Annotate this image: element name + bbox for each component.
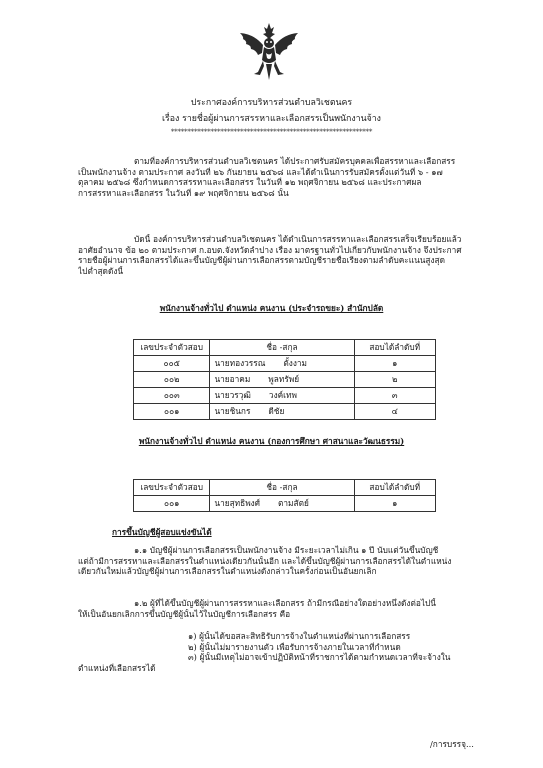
table-row [134,356,436,372]
table-header-row [134,340,436,356]
column-header-rank: สอบได้ลำดับที่ [354,340,436,356]
name-cell [210,372,354,388]
section2-results-table [133,479,436,512]
last-name: ตามสัตย์ [278,498,309,509]
exam-no-cell: ๐๐๓ [134,388,210,404]
cancellation-paragraph [78,598,492,619]
list-item-continuation: ตำแหน่งที่เลือกสรรได้ [78,662,156,673]
intro-line: ตามที่องค์การบริหารส่วนตำบลวิเชตนคร ได้ประกาศรับสมัครบุคคลเพื่อสรรหาและเลือกสรร [134,156,456,166]
table-row [134,372,436,388]
list-item: ๒) ผู้นั้นไม่มารายงานตัว เพื่อรับการจ้างภายในเวลาที่กำหนด [188,641,401,652]
result-line: ไปต่ำสุดดังนี้ [78,265,124,276]
column-header-name: ชื่อ -สกุล [210,480,354,496]
listing-rule-paragraph [78,545,492,577]
name-cell [210,356,354,372]
last-name: วงค์เทพ [268,390,297,401]
table-row [134,404,436,420]
last-name: พูลทรัพย์ [268,374,300,385]
column-header-rank: สอบได้ลำดับที่ [354,480,435,496]
column-header-name: ชื่อ -สกุล [210,340,354,356]
rule-line: ให้เป็นอันยกเลิกการขึ้นบัญชีผู้นั้นไว้ในบัญชีการเลือกสรร คือ [78,608,291,619]
garuda-emblem-icon [236,20,302,86]
result-paragraph [78,234,492,276]
section2-title: พนักงานจ้างทั่วไป ตำแหน่ง คนงาน (กองการศึกษา ศาสนาและวัฒนธรรม) [138,436,405,446]
first-name: นายชินกร [214,406,251,417]
section3-title: การขึ้นบัญชีผู้สอบแข่งขันได้ [112,527,212,537]
first-name: นายทองวรรณ [214,358,266,369]
intro-line: ตุลาคม ๒๕๖๘ ซึ่งกำหนดการสรรหาและเลือกสรร ในวันที่ ๑๒ พฤศจิกายน ๒๕๖๘ และประกาศผล [78,177,422,188]
first-name: นายสุทธิพงศ์ [214,498,260,509]
exam-no-cell: ๐๐๒ [134,372,210,388]
result-line: รายชื่อผู้ผ่านการเลือกสรรได้และขึ้นบัญชีผู้ผ่านการเลือกสรรตามบัญชีรายชื่อเรียงตามลำดับคะแนนสูงสุด [78,255,445,266]
table-row [134,388,436,404]
separator-line: ************************************************************* [170,128,373,136]
last-name: ตั้งงาม [283,358,308,369]
rank-cell: ๑ [354,496,435,512]
cancellation-items [78,631,492,673]
intro-line: การสรรหาและเลือกสรร ในวันที่ ๑๙ พฤศจิกายน ๒๕๖๘ นั้น [78,187,289,198]
first-name: นายวรวุฒิ [214,390,251,401]
rule-line: ๑.๒ ผู้ที่ได้ขึ้นบัญชีผู้ผ่านการสรรหาและเลือกสรร ถ้ามีกรณีอย่างใดอย่างหนึ่งดังต่อไปนี้ [134,598,436,608]
section1-results-table [133,339,436,420]
rule-line: เดียวกันใหม่แล้วบัญชีผู้ผ่านการเลือกสรรในตำแหน่งดังกล่าวในครั้งก่อนเป็นอันยกเลิก [78,566,377,577]
intro-paragraph [78,156,492,198]
table-header-row [134,480,436,496]
first-name: นายอาคม [214,374,251,385]
list-item: ๑) ผู้นั้นได้ขอสละสิทธิรับการจ้างในตำแหน่งที่ผ่านการเลือกสรร [188,631,411,641]
result-line: อาศัยอำนาจ ข้อ ๒๐ ตามประกาศ ก.อบต.จังหวัดลำปาง เรื่อง มาตรฐานทั่วไปเกี่ยวกับพนักงานจ้าง จึงประกาศ [78,244,462,255]
subject-heading: เรื่อง รายชื่อผู้ผ่านการสรรหาและเลือกสรรเป็นพนักงานจ้าง [162,114,381,124]
agency-heading: ประกาศองค์การบริหารส่วนตำบลวิเชตนคร [190,98,353,108]
table-row [134,496,436,512]
rank-cell: ๒ [354,372,436,388]
section1-title: พนักงานจ้างทั่วไป ตำแหน่ง คนงาน (ประจำรถขยะ) สำนักปลัด [159,303,384,313]
result-line: บัดนี้ องค์การบริหารส่วนตำบลวิเชตนคร ได้ดำเนินการสรรหาและเลือกสรรเสร็จเรียบร้อยแล้ว [134,234,462,244]
name-cell [210,388,354,404]
column-header-exam-no: เลขประจำตัวสอบ [134,340,210,356]
rank-cell: ๔ [354,404,436,420]
intro-line: เป็นพนักงานจ้าง ตามประกาศ ลงวันที่ ๒๖ กันยายน ๒๕๖๘ และได้ดำเนินการรับสมัครตั้งแต่วันที่ ๖ - ๑๗ [78,166,443,177]
last-name: ดีชัย [268,406,285,417]
exam-no-cell: ๐๐๑ [134,496,210,512]
rank-cell: ๓ [354,388,436,404]
exam-no-cell: ๐๐๕ [134,356,210,372]
list-item: ๓) ผู้นั้นมีเหตุไม่อาจเข้าปฏิบัติหน้าที่ราชการได้ตามกำหนดเวลาที่จะจ้างใน [188,652,451,663]
continuation-marker: /การบรรจุ... [430,739,474,749]
rule-line: แต่ถ้ามีการสรรหาและเลือกสรรในตำแหน่งเดียวกันนั้นอีก และได้ขึ้นบัญชีผู้ผ่านการเลือกสรรได้ในตำแหน่ง [78,555,452,566]
rule-line: ๑.๑ บัญชีผู้ผ่านการเลือกสรรเป็นพนักงานจ้าง มีระยะเวลาไม่เกิน ๑ ปี นับแต่วันขึ้นบัญชี [134,545,439,555]
exam-no-cell: ๐๐๑ [134,404,210,420]
rank-cell: ๑ [354,356,436,372]
name-cell [210,404,354,420]
name-cell [210,496,354,512]
column-header-exam-no: เลขประจำตัวสอบ [134,480,210,496]
